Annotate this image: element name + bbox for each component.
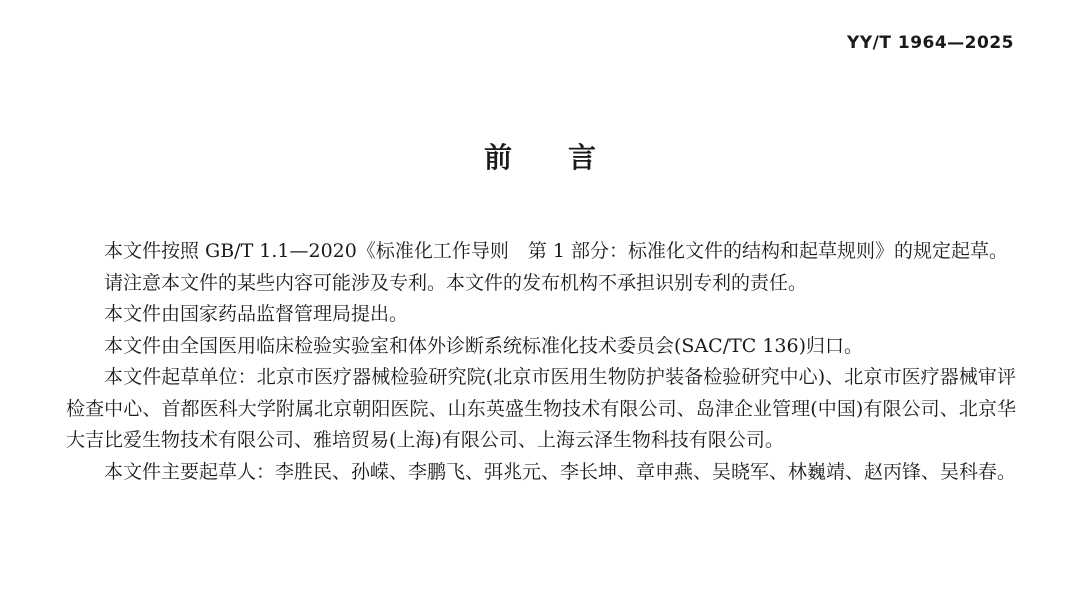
paragraph-drafting-units: 本文件起草单位：北京市医疗器械检验研究院(北京市医用生物防护装备检验研究中心)、北京市医疗器械审评检查中心、首都医科大学附属北京朝阳医院、山东英盛生物技术有限公司、岛津企业管理(中国)有限公司、北京华大吉比爱生物技术有限公司、雅培贸易(上海)有限公司、上海云泽生物科技有限公司。 — [66, 366, 1016, 451]
page-title: 前言 — [483, 141, 652, 174]
foreword-body — [66, 236, 1016, 488]
paragraph-drafting-rules: 本文件按照 GB/T 1.1—2020《标准化工作导则 第 1 部分：标准化文件的结构和起草规则》的规定起草。 — [104, 240, 1009, 262]
paragraph-drafters: 本文件主要起草人：李胜民、孙嵘、李鹏飞、弭兆元、李长坤、章申燕、吴晓军、林巍靖、赵丙锋、吴科春。 — [104, 460, 1017, 483]
paragraph-patent-notice: 请注意本文件的某些内容可能涉及专利。本文件的发布机构不承担识别专利的责任。 — [104, 271, 808, 294]
standard-number: YY/T 1964—2025 — [847, 33, 1014, 53]
paragraph-committee: 本文件由全国医用临床检验实验室和体外诊断系统标准化技术委员会(SAC/TC 136)归口。 — [104, 334, 864, 357]
paragraph-proposer: 本文件由国家药品监督管理局提出。 — [104, 303, 409, 325]
